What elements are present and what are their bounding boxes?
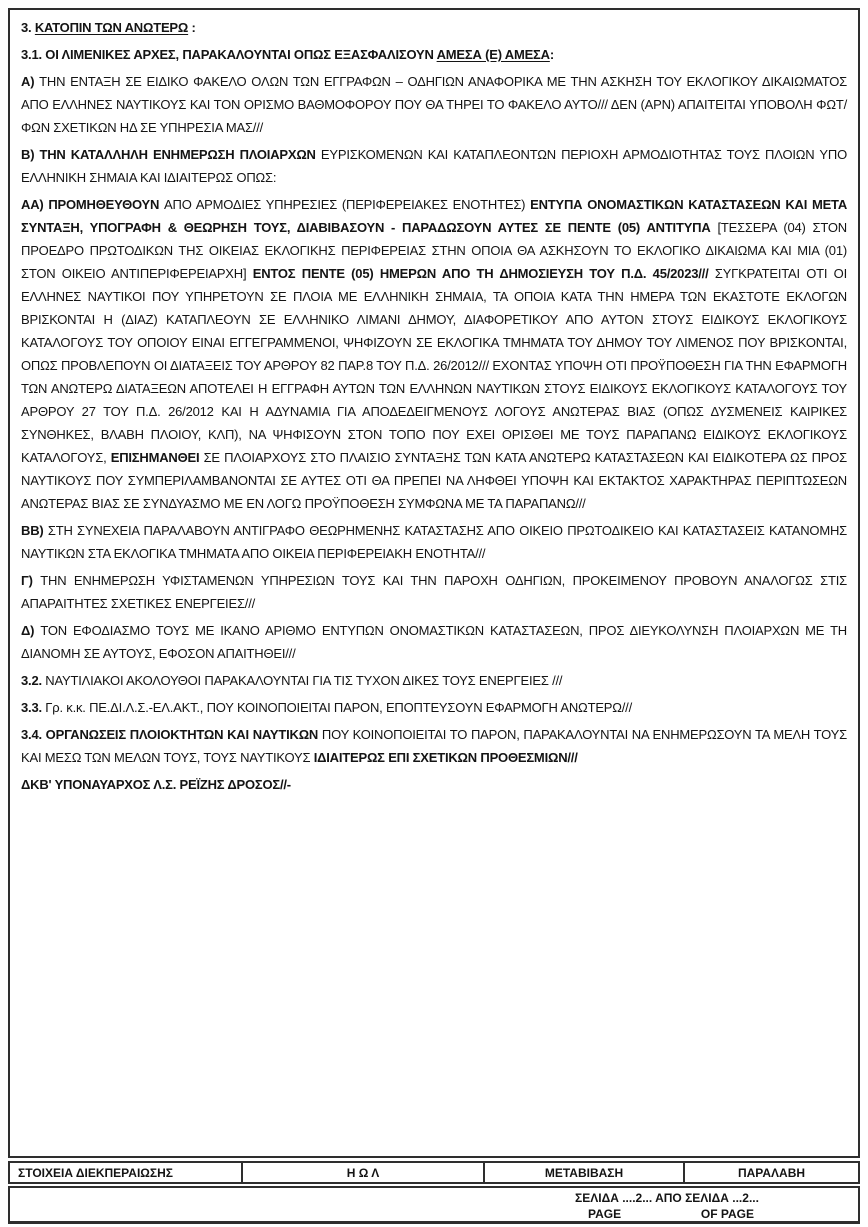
- text-run: 3.3.: [21, 700, 46, 715]
- text-run: Γ): [21, 573, 41, 588]
- text-run: 3.1. ΟΙ ΛΙΜΕΝΙΚΕΣ ΑΡΧΕΣ, ΠΑΡΑΚΑΛΟΥΝΤΑΙ ΟΠΩΣ ΕΞΑΣΦΑΛΙΣΟΥΝ: [21, 47, 437, 62]
- text-run: ΑΜΕΣΑ (Ε) ΑΜΕΣΑ: [436, 47, 550, 62]
- text-run: Γρ. κ.κ. ΠΕ.ΔΙ.Λ.Σ.-ΕΛ.ΑΚΤ., ΠΟΥ ΚΟΙΝΟΠΟΙΕΙΤΑΙ ΠΑΡΟΝ, ΕΠΟΠΤΕΥΣΟΥΝ ΕΦΑΡΜΟΓΗ ΑΝΩΤΕΡΩ///: [45, 700, 633, 715]
- text-run: ΕΝΤΟΣ ΠΕΝΤΕ (05) ΗΜΕΡΩΝ ΑΠΟ ΤΗ ΔΗΜΟΣΙΕΥΣΗ ΤΟΥ Π.Δ. 45/2023///: [252, 266, 709, 281]
- text-run: ΚΑΤΟΠΙΝ ΤΩΝ ΑΝΩΤΕΡΩ: [34, 20, 189, 35]
- document-sheet: [8, 8, 860, 1224]
- text-run: ΕΠΙΣΗΜΑΝΘΕΙ: [110, 450, 200, 465]
- paragraph: [21, 669, 847, 692]
- paragraph: [21, 70, 847, 139]
- text-run: ΣΕ ΠΛΟΙΑΡΧΟΥΣ ΣΤΟ ΠΛΑΙΣΙΟ ΣΥΝΤΑΞΗΣ ΤΩΝ ΚΑΤΑ ΑΝΩΤΕΡΩ ΚΑΤΑΣΤΑΣΕΩΝ ΚΑΙ ΕΙΔΙΚΟΤΕΡΑ ΩΣ ΠΡΟΣ ΝΑΥΤΙΚΟΥΣ ΠΟΥ ΣΥΜΠΕΡΙΛΑΜΒΑΝΟΝΤΑΙ ΣΕ ΑΥΤΕΣ ΟΤΙ ΘΑ ΠΡΕΠΕΙ ΝΑ ΛΗΦΘΕΙ ΥΠΟΨΗ ΚΑΙ ΕΚΤΑΚΤΟΣ ΧΑΡΑΚΤΗΡΑΣ ΠΕΡΙΠΤΩΣΕΩΝ ΑΝΩΤΕΡΑΣ ΒΙΑΣ ΣΕ ΣΥΝΔΥΑΣΜΟ ΜΕ ΕΝ ΛΟΓΩ ΠΡΟΫΠΟΘΕΣΗ ΣΥΜΦΩΝΑ ΜΕ ΤΑ ΠΑΡΑΠΑΝΩ///: [21, 450, 847, 511]
- text-run: ΤΟΝ ΕΦΟΔΙΑΣΜΟ ΤΟΥΣ ΜΕ ΙΚΑΝΟ ΑΡΙΘΜΟ ΕΝΤΥΠΩΝ ΟΝΟΜΑΣΤΙΚΩΝ ΚΑΤΑΣΤΑΣΕΩΝ, ΠΡΟΣ ΔΙΕΥΚΟΛΥΝΣΗ ΠΛΟΙΑΡΧΩΝ ΜΕ ΤΗ ΔΙΑΝΟΜΗ ΣΕ ΑΥΤΟΥΣ, ΕΦΟΣΟΝ ΑΠΑΙΤΗΘΕΙ///: [21, 623, 847, 661]
- text-run: ΤΗΝ ΕΝΗΜΕΡΩΣΗ ΥΦΙΣΤΑΜΕΝΩΝ ΥΠΗΡΕΣΙΩΝ ΤΟΥΣ ΚΑΙ ΤΗΝ ΠΑΡΟΧΗ ΟΔΗΓΙΩΝ, ΠΡΟΚΕΙΜΕΝΟΥ ΠΡΟΒΟΥΝ ΑΝΑΛΟΓΩΣ ΣΤΙΣ ΑΠΑΡΑΙΤΗΤΕΣ ΣΧΕΤΙΚΕΣ ΕΝΕΡΓΕΙΕΣ///: [21, 573, 847, 611]
- footer-routing-table: [8, 1161, 860, 1184]
- paragraph: [21, 569, 847, 615]
- text-run: Α): [21, 74, 40, 89]
- paragraph: [21, 696, 847, 719]
- text-run: ΣΥΓΚΡΑΤΕΙΤΑΙ ΟΤΙ ΟΙ ΕΛΛΗΝΕΣ ΝΑΥΤΙΚΟΙ ΠΟΥ ΥΠΗΡΕΤΟΥΝ ΣΕ ΠΛΟΙΑ ΜΕ ΕΛΛΗΝΙΚΗ ΣΗΜΑΙΑ, ΤΑ ΟΠΟΙΑ ΚΑΤΑ ΤΗΝ ΗΜΕΡΑ ΤΩΝ ΕΚΑΣΤΟΤΕ ΕΚΛΟΓΩΝ ΒΡΙΣΚΟΝΤΑΙ Η (ΔΙΑΖ) ΚΑΤΑΠΛΕΟΥΝ ΣΕ ΕΛΛΗΝΙΚΟ ΛΙΜΑΝΙ ΔΗΜΟΥ, ΔΙΑΦΟΡΕΤΙΚΟΥ ΑΠΟ ΑΥΤΟΝ ΣΤΟΥΣ ΕΙΔΙΚΟΥΣ ΕΚΛΟΓΙΚΟΥΣ ΚΑΤΑΛΟΓΟΥΣ ΤΟΥ ΟΠΟΙΟΥ ΕΙΝΑΙ ΕΓΓΕΓΡΑΜΜΕΝΟΙ, ΨΗΦΙΖΟΥΝ ΣΕ ΕΚΛΟΓΙΚΑ ΤΜΗΜΑΤΑ ΤΟΥ ΔΗΜΟΥ ΤΟΥ ΛΙΜΕΝΟΣ ΠΟΥ ΒΡΙΣΚΟΝΤΑΙ, ΟΠΩΣ ΠΡΟΒΛΕΠΟΥΝ ΟΙ ΔΙΑΤΑΞΕΙΣ ΤΟΥ ΑΡΘΡΟΥ 82 ΠΑΡ.8 ΤΟΥ Π.Δ. 26/2012/// ΕΧΟΝΤΑΣ ΥΠΟΨΗ ΟΤΙ ΠΡΟΫΠΟΘΕΣΗ ΓΙΑ ΤΗΝ ΕΦΑΡΜΟΓΗ ΤΩΝ ΑΝΩΤΕΡΩ ΔΙΑΤΑΞΕΩΝ ΑΠΟΤΕΛΕΙ Η ΕΓΓΡΑΦΗ ΑΥΤΩΝ ΤΩΝ ΕΛΛΗΝΩΝ ΝΑΥΤΙΚΩΝ ΣΤΟΥΣ ΕΙΔΙΚΟΥΣ ΕΚΛΟΓΙΚΟΥΣ ΚΑΤΑΛΟΓΟΥΣ ΤΟΥ ΑΡΘΡΟΥ 27 ΤΟΥ Π.Δ. 26/2012 ΚΑΙ Η ΑΔΥΝΑΜΙΑ ΓΙΑ ΑΠΟΔΕΔΕΙΓΜΕΝΟΥΣ ΛΟΓΟΥΣ ΑΝΩΤΕΡΑΣ ΒΙΑΣ (ΟΠΩΣ ΔΥΣΜΕΝΕΙΣ ΚΑΙΡΙΚΕΣ ΣΥΝΘΗΚΕΣ, ΒΛΑΒΗ ΠΛΟΙΟΥ, ΚΛΠ), ΝΑ ΨΗΦΙΣΟΥΝ ΣΤΟΝ ΤΟΠΟ ΠΟΥ ΕΧΕΙ ΟΡΙΣΘΕΙ ΜΕ ΤΟΥΣ ΠΑΡΑΠΑΝΩ ΕΙΔΙΚΟΥΣ ΕΚΛΟΓΙΚΟΥΣ ΚΑΤΑΛΟΓΟΥΣ,: [21, 266, 847, 465]
- text-run: Β) ΤΗΝ ΚΑΤΑΛΛΗΛΗ ΕΝΗΜΕΡΩΣΗ ΠΛΟΙΑΡΧΩΝ: [21, 147, 321, 162]
- text-run: 3.2.: [21, 673, 46, 688]
- text-run: ΑΠΟ ΑΡΜΟΔΙΕΣ ΥΠΗΡΕΣΙΕΣ (ΠΕΡΙΦΕΡΕΙΑΚΕΣ ΕΝΟΤΗΤΕΣ): [164, 197, 531, 212]
- page-number-line-english: [562, 1206, 772, 1222]
- page-label: PAGE: [588, 1207, 622, 1221]
- text-run: [ΤΕΣΣΕΡΑ (04) ΣΤΟΝ ΠΡΟΕΔΡΟ ΠΡΩΤΟΔΙΚΩΝ ΤΗΣ ΟΙΚΕΙΑΣ ΕΚΛΟΓΙΚΗΣ ΠΕΡΙΦΕΡΕΙΑΣ ΣΤΗΝ ΟΠΟΙΑ ΘΑ ΑΣΚΗΣΟΥΝ ΤΟ ΕΚΛΟΓΙΚΟ ΔΙΚΑΙΩΜΑ ΚΑΙ ΜΙΑ (01) ΣΤΟΝ ΟΙΚΕΙΟ ΑΝΤΙΠΕΡΙΦΕΡΕΙΑΡΧΗ]: [21, 220, 847, 281]
- text-run: ΙΔΙΑΙΤΕΡΩΣ ΕΠΙ ΣΧΕΤΙΚΩΝ ΠΡΟΘΕΣΜΙΩΝ///: [313, 750, 578, 765]
- text-run: ΕΝΤΥΠΑ ΟΝΟΜΑΣΤΙΚΩΝ ΚΑΤΑΣΤΑΣΕΩΝ ΚΑΙ ΜΕΤΑ ΣΥΝΤΑΞΗ, ΥΠΟΓΡΑΦΗ & ΘΕΩΡΗΣΗ ΤΟΥΣ, ΔΙΑΒΙΒΑΣΟΥΝ - ΠΑΡΑΔΩΣΟΥΝ ΑΥΤΕΣ ΣΕ ΠΕΝΤΕ (05) ΑΝΤΙΤΥΠΑ: [21, 197, 848, 235]
- document-content: [8, 8, 860, 1158]
- text-run: ΝΑΥΤΙΛΙΑΚΟΙ ΑΚΟΛΟΥΘΟΙ ΠΑΡΑΚΑΛΟΥΝΤΑΙ ΓΙΑ ΤΙΣ ΤΥΧΟΝ ΔΙΚΕΣ ΤΟΥΣ ΕΝΕΡΓΕΙΕΣ ///: [45, 673, 563, 688]
- paragraph: [21, 16, 847, 39]
- document-page: [0, 8, 868, 1227]
- text-run: ΒΒ): [21, 523, 48, 538]
- text-run: ΣΤΗ ΣΥΝΕΧΕΙΑ ΠΑΡΑΛΑΒΟΥΝ ΑΝΤΙΓΡΑΦΟ ΘΕΩΡΗΜΕΝΗΣ ΚΑΤΑΣΤΑΣΗΣ ΑΠΟ ΟΙΚΕΙΟ ΠΡΩΤΟΔΙΚΕΙΟ ΚΑΙ ΚΑΤΑΣΤΑΣΕΙΣ ΚΑΤΑΝΟΜΗΣ ΝΑΥΤΙΚΩΝ ΣΤΑ ΕΚΛΟΓΙΚΑ ΤΜΗΜΑΤΑ ΑΠΟ ΟΙΚΕΙΑ ΠΕΡΙΦΕΡΕΙΑΚΗ ΕΝΟΤΗΤΑ///: [21, 523, 848, 561]
- footer-col-receipt: ΠΑΡΑΛΑΒΗ: [737, 1165, 806, 1180]
- text-run: ΠΟΥ ΚΟΙΝΟΠΟΙΕΙΤΑΙ ΤΟ ΠΑΡΟΝ, ΠΑΡΑΚΑΛΟΥΝΤΑΙ ΝΑ ΕΝΗΜΕΡΩΣΟΥΝ ΤΑ ΜΕΛΗ ΤΟΥΣ ΚΑΙ ΜΕΣΩ ΤΩΝ ΜΕΛΩΝ ΤΟΥΣ, ΤΟΥΣ ΝΑΥΤΙΚΟΥΣ: [21, 727, 847, 765]
- text-run: ΔΚΒ' ΥΠΟΝΑΥΑΡΧΟΣ Λ.Σ. ΡΕΪΖΗΣ ΔΡΟΣΟΣ//-: [21, 777, 291, 792]
- paragraph: [21, 773, 847, 796]
- of-page-label: OF PAGE: [700, 1207, 754, 1221]
- paragraph: [21, 143, 847, 189]
- text-run: :: [549, 47, 554, 62]
- paragraph: [21, 723, 847, 769]
- paragraph: [21, 619, 847, 665]
- text-run: :: [188, 20, 196, 35]
- footer-page-row: [8, 1186, 860, 1224]
- text-run: ΤΗΝ ΕΝΤΑΞΗ ΣΕ ΕΙΔΙΚΟ ΦΑΚΕΛΟ ΟΛΩΝ ΤΩΝ ΕΓΓΡΑΦΩΝ – ΟΔΗΓΙΩΝ ΑΝΑΦΟΡΙΚΑ ΜΕ ΤΗΝ ΑΣΚΗΣΗ ΤΟΥ ΕΚΛΟΓΙΚΟΥ ΔΙΚΑΙΩΜΑΤΟΣ ΑΠΟ ΕΛΛΗΝΕΣ ΝΑΥΤΙΚΟΥΣ ΚΑΙ ΤΟΝ ΟΡΙΣΜΟ ΒΑΘΜΟΦΟΡΟΥ ΠΟΥ ΘΑ ΤΗΡΕΙ ΤΟ ΦΑΚΕΛΟ ΑΥΤΟ/// ΔΕΝ (ΑΡΝ) ΑΠΑΙΤΕΙΤΑΙ ΥΠΟΒΟΛΗ ΦΩΤ/ΦΩΝ ΣΧΕΤΙΚΩΝ ΗΔ ΣΕ ΥΠΗΡΕΣΙΑ ΜΑΣ///: [21, 74, 847, 135]
- text-run: 3.: [21, 20, 35, 35]
- paragraph: [21, 519, 847, 565]
- page-number-line-greek: ΣΕΛΙΔΑ ....2... ΑΠΟ ΣΕΛΙΔΑ ...2...: [575, 1191, 759, 1205]
- footer-col-transmission: ΜΕΤΑΒΙΒΑΣΗ: [485, 1163, 685, 1182]
- text-run: Δ): [21, 623, 41, 638]
- text-run: ΕΥΡΙΣΚΟΜΕΝΩΝ ΚΑΙ ΚΑΤΑΠΛΕΟΝΤΩΝ ΠΕΡΙΟΧΗ ΑΡΜΟΔΙΟΤΗΤΑΣ ΤΟΥΣ ΠΛΟΙΩΝ ΥΠΟ ΕΛΛΗΝΙΚΗ ΣΗΜΑΙΑ ΚΑΙ ΙΔΙΑΙΤΕΡΩΣ ΟΠΩΣ:: [21, 147, 847, 185]
- page-number-block: [562, 1190, 772, 1222]
- footer-col-processing-details: ΣΤΟΙΧΕΙΑ ΔΙΕΚΠΕΡΑΙΩΣΗΣ: [10, 1163, 243, 1182]
- paragraph: [21, 193, 847, 515]
- text-run: ΑΑ) ΠΡΟΜΗΘΕΥΘΟΥΝ: [21, 197, 165, 212]
- footer-col-hol: Η Ω Λ: [243, 1163, 485, 1182]
- text-run: 3.4. ΟΡΓΑΝΩΣΕΙΣ ΠΛΟΙΟΚΤΗΤΩΝ ΚΑΙ ΝΑΥΤΙΚΩΝ: [21, 727, 322, 742]
- paragraph: [21, 43, 847, 66]
